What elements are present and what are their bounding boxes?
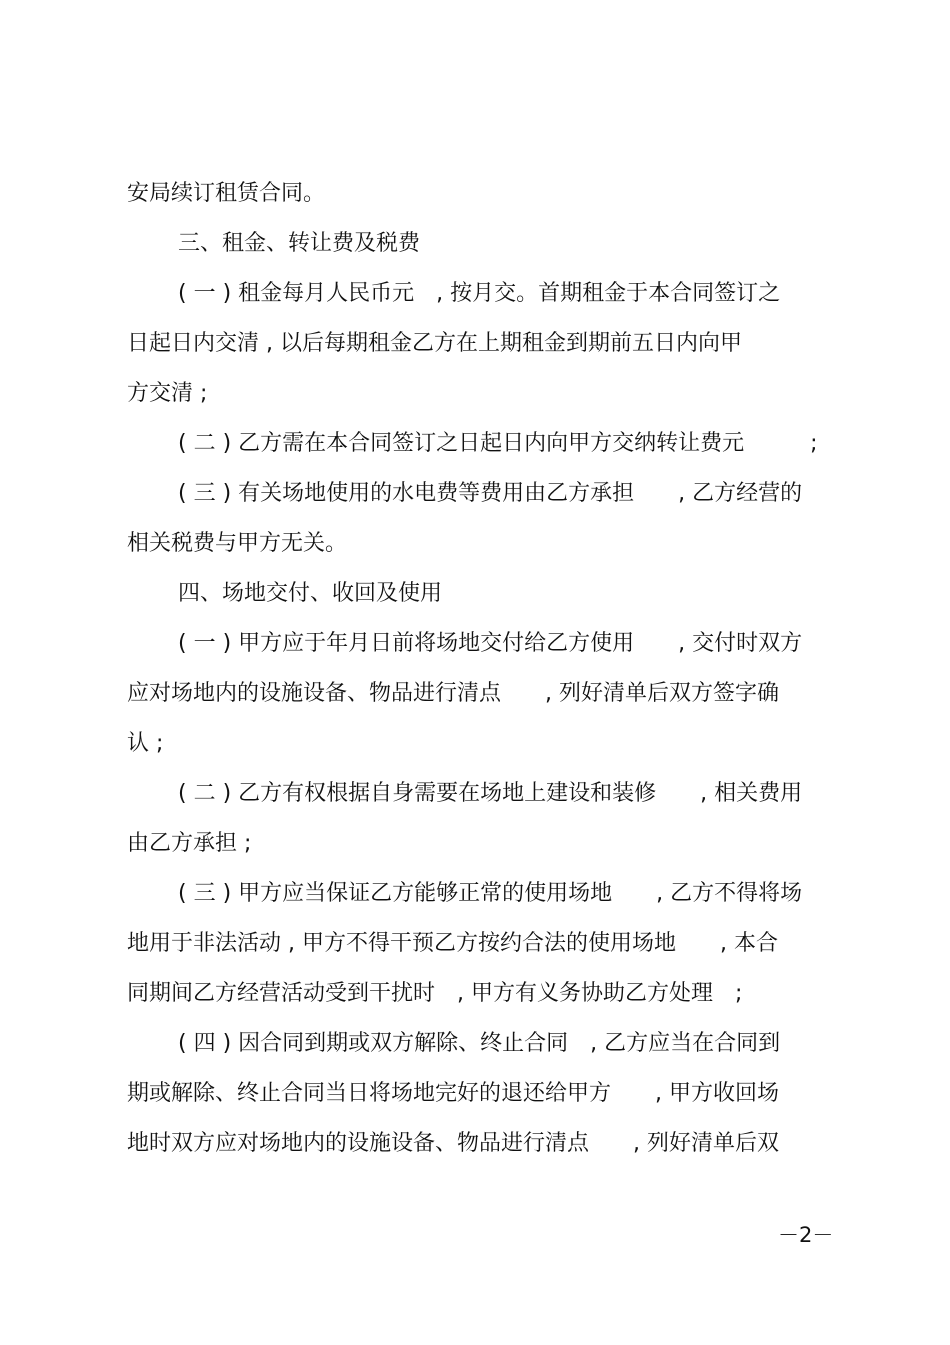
section-heading: 四、场地交付、收回及使用 <box>178 581 443 606</box>
text-line: 应对场地内的设施设备、物品进行清点 , 列好清单后双方签字确 <box>127 681 779 706</box>
text-line: ( 二 ) 乙方需在本合同签订之日起日内向甲方交纳转让费元 ; <box>178 431 818 456</box>
text-line: 日起日内交清 , 以后每期租金乙方在上期租金到期前五日内向甲 <box>127 331 742 356</box>
text-line: ( 四 ) 因合同到期或双方解除、终止合同 , 乙方应当在合同到 <box>178 1031 781 1056</box>
page-number: －2－ <box>778 1223 834 1247</box>
text-line: 认 ; <box>127 731 164 756</box>
text-line: 地用于非法活动 , 甲方不得干预乙方按约合法的使用场地 , 本合 <box>127 931 778 956</box>
text-line: ( 一 ) 甲方应于年月日前将场地交付给乙方使用 , 交付时双方 <box>178 631 803 656</box>
text-line: 相关税费与甲方无关。 <box>127 531 348 556</box>
text-line: 安局续订租赁合同。 <box>127 181 326 206</box>
text-line: ( 三 ) 有关场地使用的水电费等费用由乙方承担 , 乙方经营的 <box>178 481 803 506</box>
text-line: ( 二 ) 乙方有权根据自身需要在场地上建设和装修 , 相关费用 <box>178 781 803 806</box>
text-line: ( 一 ) 租金每月人民币元 , 按月交。首期租金于本合同签订之 <box>178 281 781 306</box>
text-line: 同期间乙方经营活动受到干扰时 , 甲方有义务协助乙方处理 ; <box>127 981 743 1006</box>
text-line: ( 三 ) 甲方应当保证乙方能够正常的使用场地 , 乙方不得将场 <box>178 881 803 906</box>
text-line: 方交清 ; <box>127 381 208 406</box>
text-line: 地时双方应对场地内的设施设备、物品进行清点 , 列好清单后双 <box>127 1131 779 1156</box>
text-line: 由乙方承担 ; <box>127 831 252 856</box>
text-line: 期或解除、终止合同当日将场地完好的退还给甲方 , 甲方收回场 <box>127 1081 779 1106</box>
section-heading: 三、租金、转让费及税费 <box>178 231 421 256</box>
